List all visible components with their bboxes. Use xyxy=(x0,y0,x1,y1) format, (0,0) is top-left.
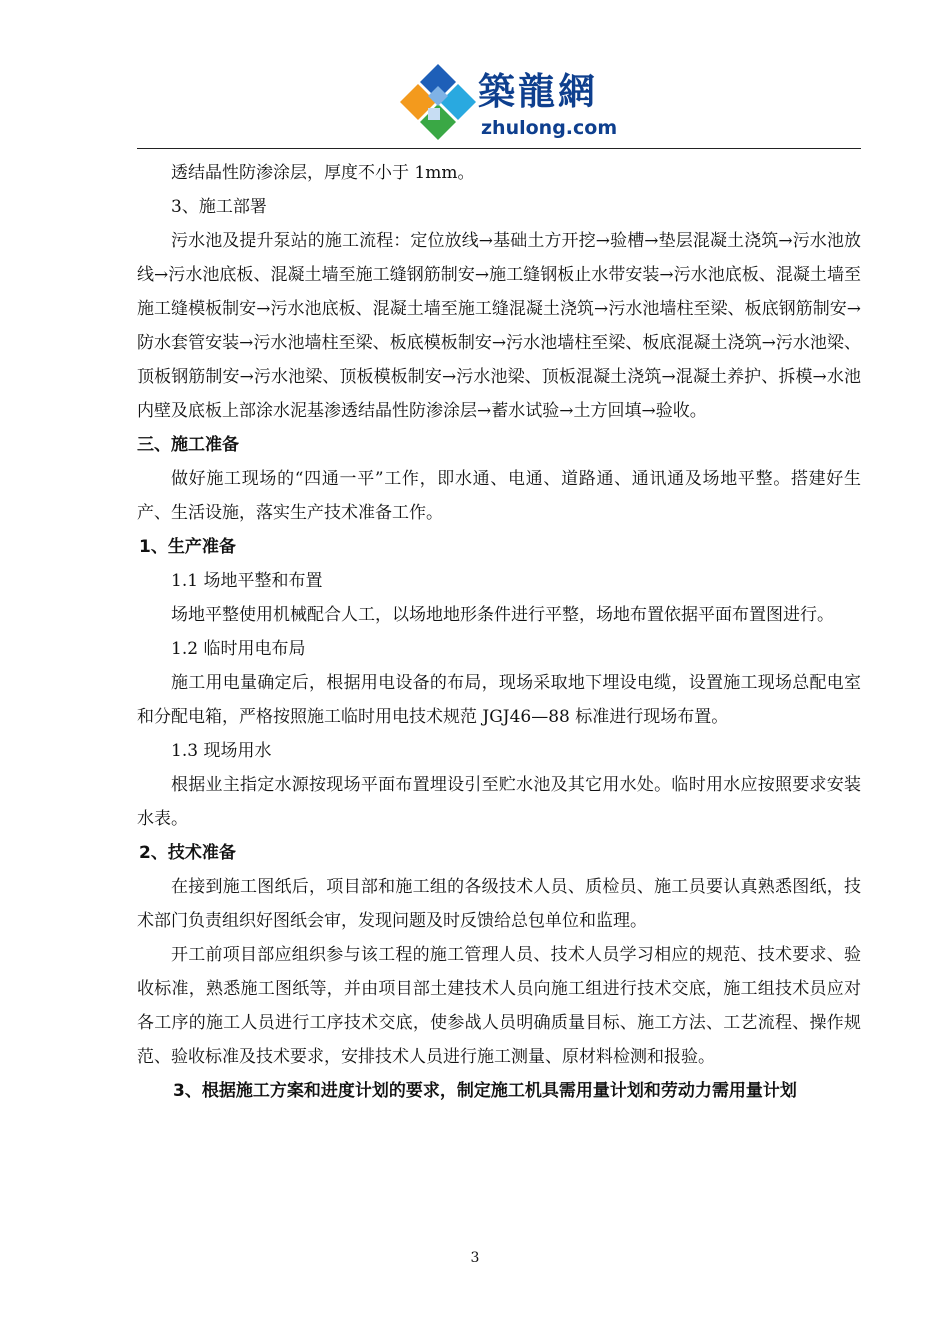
paragraph: 1.3 现场用水 xyxy=(171,741,272,761)
document-body xyxy=(137,156,861,1108)
paragraph: 根据业主指定水源按现场平面布置埋设引至贮水池及其它用水处。临时用水应按照要求安装水表。 xyxy=(137,775,861,829)
paragraph: 污水池及提升泵站的施工流程：定位放线→基础土方开挖→验槽→垫层混凝土浇筑→污水池放线→污水池底板、混凝土墙至施工缝钢筋制安→施工缝钢板止水带安装→污水池底板、混凝土墙至施工缝模板制安→污水池底板、混凝土墙至施工缝混凝土浇筑→污水池墙柱至梁、板底钢筋制安→防水套管安装→污水池墙柱至梁、板底模板制安→污水池墙柱至梁、板底混凝土浇筑→污水池梁、顶板钢筋制安→污水池梁、顶板模板制安→污水池梁、顶板混凝土浇筑→混凝土养护、拆模→水池内壁及底板上部涂水泥基渗透结晶性防渗涂层→蓄水试验→土方回填→验收。 xyxy=(137,231,861,421)
section-heading: 三、施工准备 xyxy=(137,435,239,455)
logo-english-text: zhulong.com xyxy=(481,117,618,139)
paragraph: 1.1 场地平整和布置 xyxy=(171,571,323,591)
paragraph: 在接到施工图纸后，项目部和施工组的各级技术人员、质检员、施工员要认真熟悉图纸，技术部门负责组织好图纸会审，发现问题及时反馈给总包单位和监理。 xyxy=(137,877,861,931)
paragraph: 透结晶性防渗涂层，厚度不小于 1mm。 xyxy=(171,163,475,183)
subsection-heading: 3、根据施工方案和进度计划的要求，制定施工机具需用量计划和劳动力需用量计划 xyxy=(173,1081,797,1101)
paragraph: 施工用电量确定后，根据用电设备的布局，现场采取地下埋设电缆，设置施工现场总配电室和分配电箱，严格按照施工临时用电技术规范 JGJ46—88 标准进行现场布置。 xyxy=(137,673,861,727)
zhulong-logo-icon xyxy=(398,62,478,142)
page-header xyxy=(0,0,950,150)
paragraph: 开工前项目部应组织参与该工程的施工管理人员、技术人员学习相应的规范、技术要求、验收标准，熟悉施工图纸等，并由项目部土建技术人员向施工组进行技术交底，施工组技术员应对各工序的施工人员进行工序技术交底，使参战人员明确质量目标、施工方法、工艺流程、操作规范、验收标准及技术要求，安排技术人员进行施工测量、原材料检测和报验。 xyxy=(137,945,861,1067)
subsection-heading: 1、生产准备 xyxy=(139,537,236,557)
paragraph: 场地平整使用机械配合人工，以场地地形条件进行平整，场地布置依据平面布置图进行。 xyxy=(171,605,834,625)
page-number: 3 xyxy=(470,1250,480,1266)
header-divider xyxy=(137,148,861,149)
paragraph: 3、施工部署 xyxy=(171,197,267,217)
logo-chinese-text: 築龍網 xyxy=(478,70,598,113)
paragraph: 做好施工现场的“四通一平”工作，即水通、电通、道路通、通讯通及场地平整。搭建好生产、生活设施，落实生产技术准备工作。 xyxy=(137,469,861,523)
paragraph: 1.2 临时用电布局 xyxy=(171,639,306,659)
subsection-heading: 2、技术准备 xyxy=(139,843,236,863)
